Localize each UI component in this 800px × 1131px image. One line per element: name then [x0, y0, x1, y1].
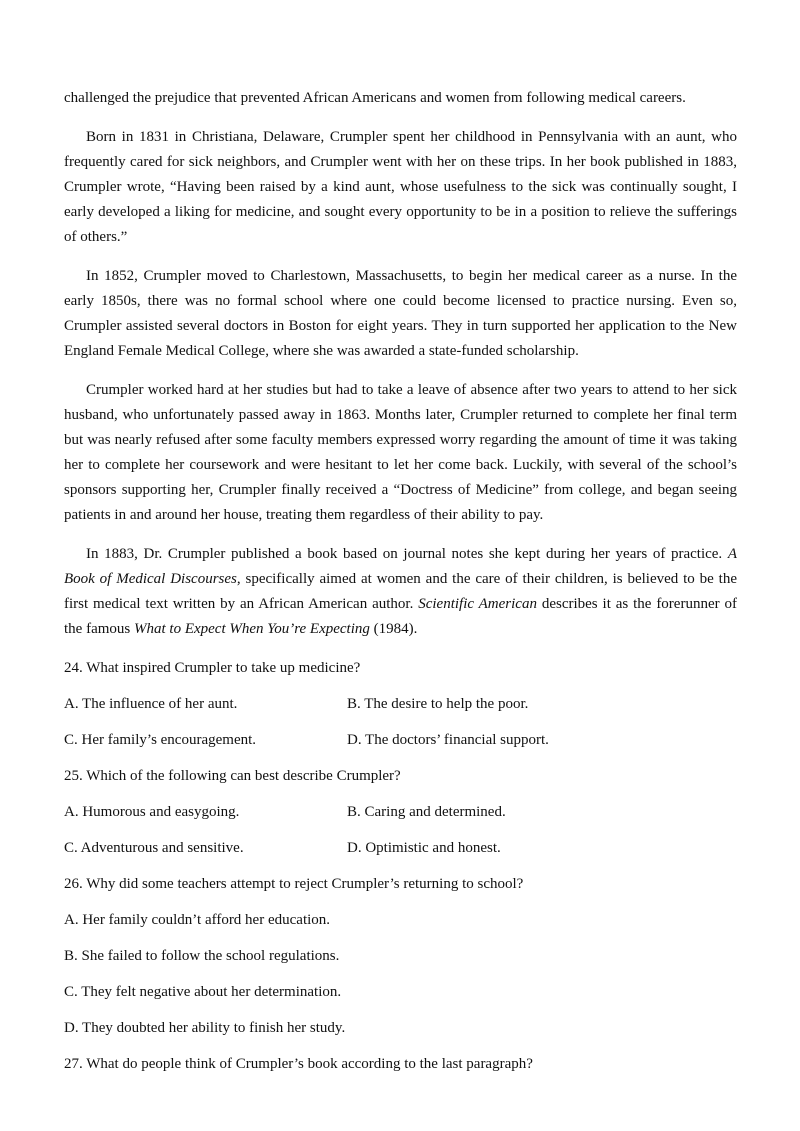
question-option: B. She failed to follow the school regulations. [64, 948, 340, 964]
passage-paragraph [64, 264, 737, 364]
question-option: C. Adventurous and sensitive. [64, 840, 244, 856]
question-option: B. Caring and determined. [347, 804, 506, 820]
options-group [64, 908, 737, 1041]
text-segment: describes it as the forerunner of the famous [64, 596, 737, 637]
question-block [64, 764, 737, 872]
question-option: D. The doctors’ financial support. [347, 732, 549, 748]
text-segment: In 1852, Crumpler moved to Charlestown, Massachusetts, to begin her medical career as a nurse. In the early 1850s, there was no formal school where one could become licensed to practice nursing. Even so, Crumpler assisted several doctors in Boston for eight years. They in turn supported her application to the New England Female Medical College, where she was awarded a state-funded scholarship. [64, 268, 737, 359]
question-section [64, 656, 737, 1077]
question-prompt: 26. Why did some teachers attempt to reject Crumpler’s returning to school? [64, 876, 524, 892]
question-prompt: 24. What inspired Crumpler to take up medicine? [64, 660, 361, 676]
italic-title-segment: What to Expect When You’re Expecting [133, 621, 370, 637]
reading-passage [64, 86, 737, 642]
passage-paragraph [64, 378, 737, 528]
question-prompt: 25. Which of the following can best describe Crumpler? [64, 768, 401, 784]
question-option: D. Optimistic and honest. [347, 840, 501, 856]
italic-title-segment: A Book of Medical Discourses [64, 546, 737, 587]
question-block [64, 1052, 737, 1077]
question-prompt: 27. What do people think of Crumpler’s book according to the last paragraph? [64, 1056, 533, 1072]
text-segment: Crumpler worked hard at her studies but had to take a leave of absence after two years to attend to her sick husband, who unfortunately passed away in 1863. Months later, Crumpler returned to complete her final term but was nearly refused after some faculty members expressed worry regarding the amount of time it was taking her to complete her coursework and were hesitant to let her come back. Luckily, with several of the school’s sponsors supporting her, Crumpler finally received a “Doctress of Medicine” from college, and began seeing patients in and around her house, treating them regardless of their ability to pay. [64, 382, 737, 523]
italic-title-segment: Scientific American [418, 596, 537, 612]
question-option: D. They doubted her ability to finish her study. [64, 1020, 346, 1036]
text-segment: challenged the prejudice that prevented African Americans and women from following medical careers. [64, 90, 686, 106]
text-segment: In 1883, Dr. Crumpler published a book based on journal notes she kept during her years of practice. [86, 546, 728, 562]
passage-paragraph [64, 86, 737, 111]
text-segment: Born in 1831 in Christiana, Delaware, Crumpler spent her childhood in Pennsylvania with an aunt, who frequently cared for sick neighbors, and Crumpler went with her on these trips. In her book published in 1883, Crumpler wrote, “Having been raised by a kind aunt, whose usefulness to the sick was continually sought, I early developed a liking for medicine, and sought every opportunity to be in a position to relieve the sufferings of others.” [64, 129, 737, 245]
question-option: C. Her family’s encouragement. [64, 732, 257, 748]
question-option: C. They felt negative about her determination. [64, 984, 342, 1000]
question-option: A. Her family couldn’t afford her education. [64, 912, 331, 928]
question-option: A. Humorous and easygoing. [64, 804, 240, 820]
options-group [64, 800, 737, 872]
question-option: A. The influence of her aunt. [64, 696, 238, 712]
question-block [64, 872, 737, 1041]
passage-paragraph [64, 125, 737, 250]
text-segment: , specifically aimed at women and the care of their children, is believed to be the first medical text written by an African American author. [64, 571, 737, 612]
question-option: B. The desire to help the poor. [347, 696, 529, 712]
options-group [64, 692, 737, 764]
question-block [64, 656, 737, 764]
text-segment: (1984). [369, 621, 418, 637]
passage-paragraph [64, 542, 737, 642]
